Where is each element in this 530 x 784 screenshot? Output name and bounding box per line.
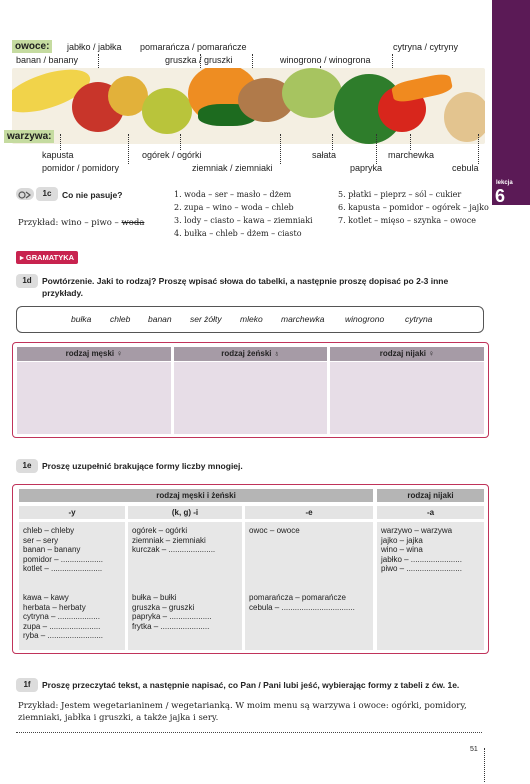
exercise-badge: 1f [16, 678, 38, 692]
plural-pair[interactable]: jabłko – ....................... [381, 554, 462, 564]
plural-pair[interactable]: ryba – ......................... [23, 631, 104, 641]
word-group [249, 526, 300, 536]
plural-pair: owoc – owoce [249, 526, 300, 535]
pointer-line [410, 134, 411, 150]
word-bank-item: mleko [240, 314, 263, 324]
example-text: Przykład: Jestem wegetarianinem / wegetarianką. W moim menu są warzywa i owoce: ogórki, pomidory, [18, 701, 467, 711]
vegetable-label: pomidor / pomidory [42, 163, 120, 173]
answer-cell-feminine[interactable] [174, 362, 327, 434]
table-subheader: -a [377, 506, 484, 519]
plural-pair: herbata – herbaty [23, 602, 86, 612]
pointer-line [128, 134, 129, 164]
table-subheader: (k, g) -i [128, 506, 242, 519]
pointer-line [280, 134, 281, 164]
lesson-tab [492, 0, 530, 205]
table-header: rodzaj męski i żeński [19, 489, 373, 502]
example-text [18, 218, 144, 228]
exercise-badge: 1d [16, 274, 38, 288]
word-bank-item: ser żółty [190, 314, 222, 324]
pointer-line [180, 134, 181, 150]
plural-pair[interactable]: papryka – ................... [132, 612, 212, 622]
plural-pair[interactable]: kurczak – ..................... [132, 545, 216, 555]
list-item: 7. kotlet – mięso – szynka – owoce [338, 216, 476, 225]
word-bank-item: marchewka [281, 314, 325, 324]
plural-pair: ser – sery [23, 535, 59, 545]
page-number: 51 [470, 746, 478, 753]
plural-pair: bułka – bułki [132, 593, 177, 602]
exercise-title-cont: przykłady. [42, 288, 83, 298]
plural-pair[interactable]: zupa – ....................... [23, 621, 101, 631]
plural-pair: warzywo – warzywa [381, 526, 453, 535]
word-bank-item: bułka [71, 314, 92, 324]
pointer-line [332, 134, 333, 150]
plural-pair: ziemniak – ziemniaki [132, 535, 206, 545]
vegetable-label: sałata [312, 150, 337, 160]
fruit-label: pomarańcza / pomarańcze [140, 42, 247, 52]
food-photo [12, 68, 485, 144]
vegetable-label: ogórek / ogórki [142, 150, 202, 160]
list-item: 5. płatki – pieprz – sól – cukier [338, 190, 462, 199]
vegetable-label: marchewka [388, 150, 435, 160]
example-text: ziemniaki, jabłka i gruszki, a także jajka i sery. [18, 713, 219, 723]
table-subheader: -y [19, 506, 125, 519]
margin-dots [484, 748, 485, 782]
pointer-line [376, 134, 377, 164]
lesson-label: lekcja [496, 180, 513, 186]
plural-pair: gruszka – gruszki [132, 602, 195, 612]
word-bank-item: cytryna [405, 314, 433, 324]
word-group [249, 593, 355, 612]
table-column [245, 522, 373, 650]
plural-pair[interactable]: cebula – ................................. [249, 602, 355, 612]
example-prefix: Przykład: wino – piwo – [18, 218, 122, 228]
vegetable-label: ziemniak / ziemniaki [192, 163, 273, 173]
answer-line[interactable] [16, 732, 482, 733]
fruit-label: winogrono / winogrona [280, 55, 371, 65]
fruit-label: gruszka / gruszki [165, 55, 233, 65]
word-group [132, 526, 215, 555]
answer-cell-masculine[interactable] [17, 362, 171, 434]
list-item: 2. zupa – wino – woda – chleb [174, 203, 294, 212]
plural-pair[interactable]: piwo – ......................... [381, 564, 462, 574]
table-header: rodzaj męski ♀ [17, 347, 171, 361]
exercise-badge: 1e [16, 459, 38, 473]
exercise-title: Proszę przeczytać tekst, a następnie napisać, co Pan / Pani lubi jeść, wybierając formy z tabeli z ćw. 1e. [42, 680, 460, 690]
plural-pair[interactable]: frytka – ...................... [132, 621, 210, 631]
list-item: 6. kapusta – pomidor – ogórek – jajko [338, 203, 489, 212]
table-header: rodzaj żeński ♁ [174, 347, 327, 361]
word-bank-item: winogrono [345, 314, 385, 324]
plural-pair: kawa – kawy [23, 593, 69, 602]
table-subheader: -e [245, 506, 373, 519]
pointer-line [60, 134, 61, 150]
plural-pair: jajko – jajka [381, 535, 423, 545]
vegetables-label: warzywa: [4, 130, 54, 143]
plural-pair: banan – banany [23, 545, 81, 555]
list-item: 4. bułka – chleb – dżem – ciasto [174, 229, 302, 238]
exercise-title: Powtórzenie. Jaki to rodzaj? Proszę wpisać słowa do tabelki, a następnie proszę dopisać po 2-3 inne [42, 276, 449, 286]
grammar-badge-label: GRAMATYKA [25, 253, 75, 262]
vegetable-label: papryka [350, 163, 383, 173]
list-item: 3. lody – ciasto – kawa – ziemniaki [174, 216, 313, 225]
table-header: rodzaj nijaki [377, 489, 484, 502]
plural-pair: chleb – chleby [23, 526, 75, 535]
plural-pair: pomarańcza – pomarańcze [249, 593, 346, 602]
word-group [23, 526, 103, 574]
plural-pair[interactable]: cytryna – ................... [23, 612, 100, 622]
exercise-badge: 1c [36, 187, 58, 201]
grammar-badge: ▸ GRAMATYKA [16, 251, 78, 264]
answer-cell-neuter[interactable] [330, 362, 484, 434]
plural-pair[interactable]: kotlet – ....................... [23, 564, 103, 574]
word-bank-item: chleb [110, 314, 131, 324]
word-group [381, 526, 462, 574]
lesson-number: 6 [495, 186, 506, 206]
plural-pair[interactable]: pomidor – ................... [23, 554, 104, 564]
list-item: 1. woda – ser – masło – dżem [174, 190, 292, 199]
exercise-title: Co nie pasuje? [62, 190, 123, 200]
pointer-line [478, 134, 479, 164]
word-group [132, 593, 212, 631]
fruit-label: banan / banany [16, 55, 79, 65]
word-bank-item: banan [148, 314, 172, 324]
exercise-title: Proszę uzupełnić brakujące formy liczby mnogiej. [42, 461, 243, 471]
plural-pair: ogórek – ogórki [132, 526, 188, 535]
fruit-label: cytryna / cytryny [393, 42, 459, 52]
vegetable-label: cebula [452, 163, 479, 173]
vegetable-label: kapusta [42, 150, 74, 160]
fruits-label: owoce: [12, 40, 52, 53]
fruit-label: jabłko / jabłka [67, 42, 122, 52]
plural-pair: wino – wina [381, 545, 423, 555]
audio-icon [16, 188, 34, 200]
word-group [23, 593, 103, 641]
example-crossed: woda [121, 218, 145, 228]
table-header: rodzaj nijaki ♀ [330, 347, 484, 361]
